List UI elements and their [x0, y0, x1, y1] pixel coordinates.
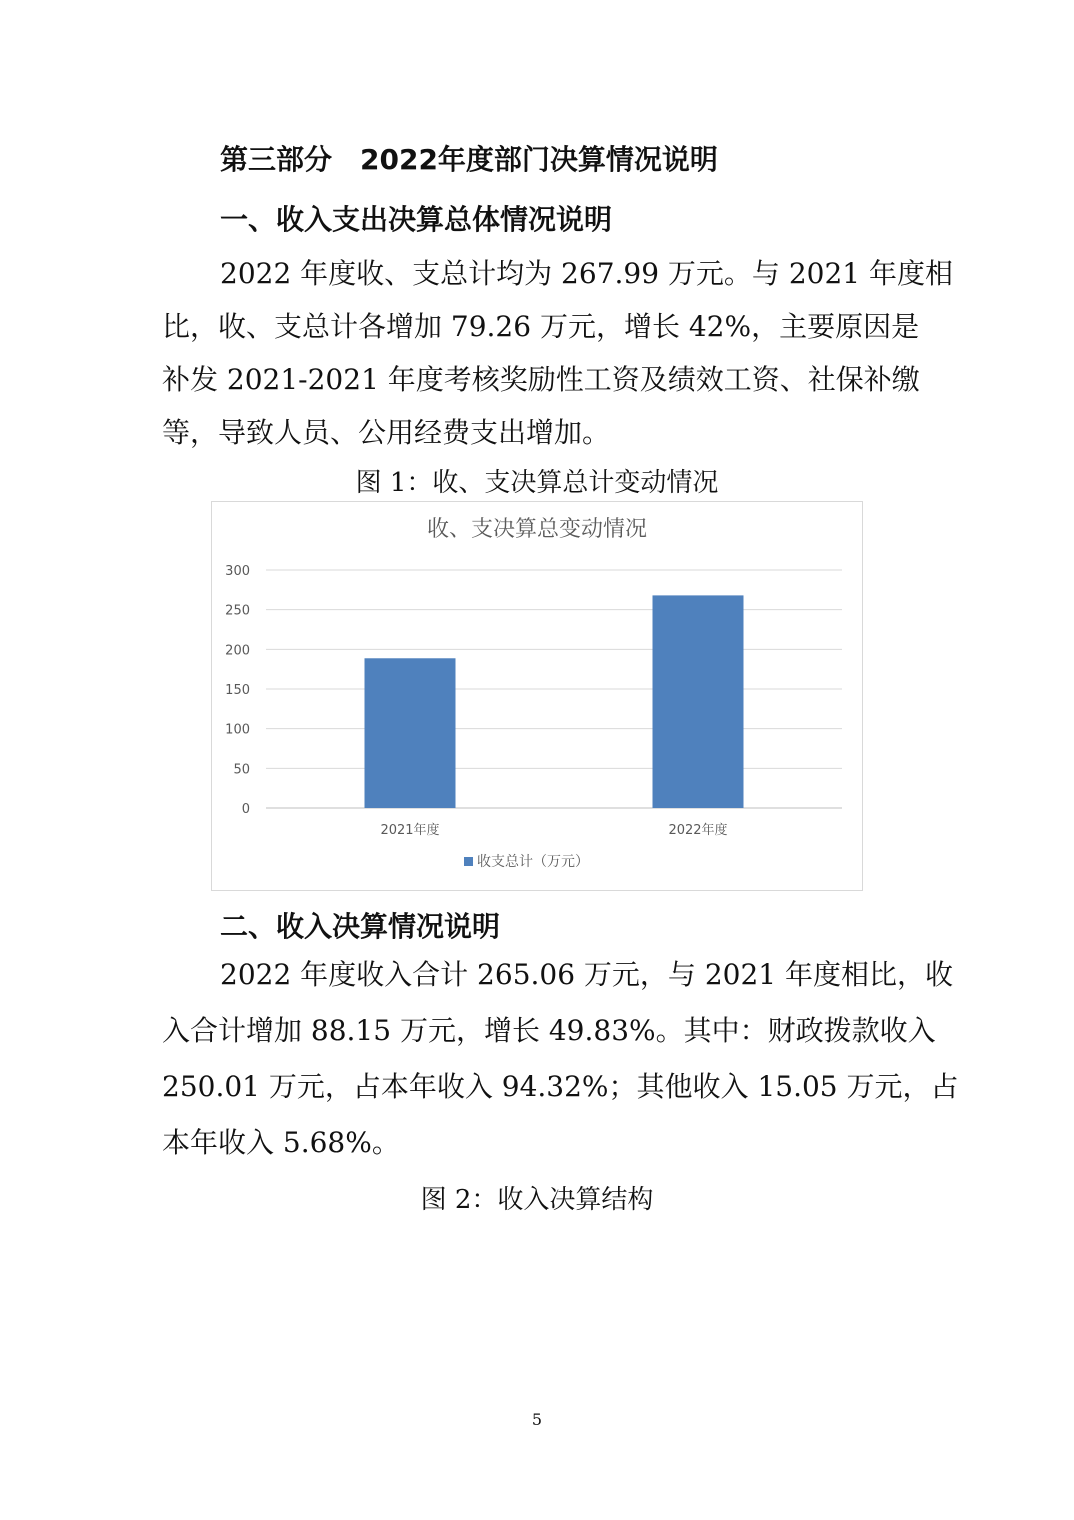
y-tick-label: 50 — [233, 762, 250, 778]
figure1-caption: 图 1：收、支决算总计变动情况 — [355, 468, 719, 498]
section1-paragraph-line: 比，收、支总计各增加 79.26 万元，增长 42%，主要原因是 — [162, 310, 920, 343]
section1-paragraph-line: 补发 2021-2021 年度考核奖励性工资及绩效工资、社保补缴 — [162, 363, 920, 396]
legend-swatch — [464, 857, 473, 866]
section2-paragraph-line: 入合计增加 88.15 万元，增长 49.83%。其中：财政拨款收入 — [162, 1014, 936, 1047]
page-number: 5 — [531, 1410, 543, 1429]
section1-paragraph-line: 等，导致人员、公用经费支出增加。 — [162, 416, 611, 449]
chart-plot — [212, 502, 862, 890]
y-tick-label: 250 — [225, 603, 250, 619]
y-tick-label: 200 — [225, 643, 250, 659]
y-tick-label: 100 — [225, 722, 250, 738]
section1-paragraph-line: 2022 年度收、支总计均为 267.99 万元。与 2021 年度相 — [220, 257, 953, 290]
legend-label: 收支总计（万元） — [477, 854, 589, 870]
figure2-caption: 图 2：收入决算结构 — [420, 1185, 654, 1215]
x-tick-label: 2022年度 — [668, 823, 728, 838]
y-tick-label: 0 — [241, 802, 250, 817]
y-tick-label: 300 — [225, 564, 250, 579]
income-expense-chart — [211, 501, 863, 891]
x-tick-label: 2021年度 — [380, 823, 440, 838]
section1-title: 一、收入支出决算总体情况说明 — [220, 203, 613, 236]
bar — [653, 595, 744, 808]
section2-paragraph-line: 本年收入 5.68%。 — [162, 1126, 400, 1159]
y-tick-label: 150 — [225, 683, 250, 698]
section2-paragraph-line: 2022 年度收入合计 265.06 万元，与 2021 年度相比，收 — [220, 958, 953, 991]
bar — [365, 658, 456, 808]
section2-title: 二、收入决算情况说明 — [220, 910, 501, 943]
section2-paragraph-line: 250.01 万元，占本年收入 94.32%；其他收入 15.05 万元，占 — [162, 1070, 959, 1103]
chart-title: 收、支决算总变动情况 — [426, 517, 647, 542]
part-heading: 第三部分 2022年度部门决算情况说明 — [220, 143, 718, 176]
